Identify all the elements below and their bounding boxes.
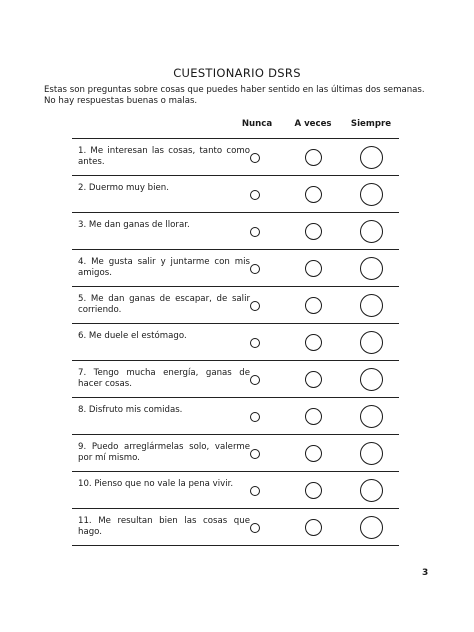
question-row — [72, 324, 399, 361]
question-text: 4. Me gusta salir y juntarme con mis amigos. — [78, 257, 250, 278]
answer-nunca-circle[interactable] — [250, 264, 260, 274]
answer-siempre-circle[interactable] — [360, 294, 383, 317]
answer-nunca-circle[interactable] — [250, 486, 260, 496]
question-text: 10. Pienso que no vale la pena vivir. — [78, 479, 234, 489]
answer-nunca-circle[interactable] — [250, 449, 260, 459]
question-text: 2. Duermo muy bien. — [78, 183, 169, 193]
answer-a-veces-circle[interactable] — [305, 149, 322, 166]
answer-a-veces-circle[interactable] — [305, 371, 322, 388]
question-row — [72, 139, 399, 176]
question-row — [72, 398, 399, 435]
question-text: 3. Me dan ganas de llorar. — [78, 220, 190, 230]
answer-siempre-circle[interactable] — [360, 257, 383, 280]
answer-siempre-circle[interactable] — [360, 479, 383, 502]
answer-nunca-circle[interactable] — [250, 190, 260, 200]
question-text: 6. Me duele el estómago. — [78, 331, 187, 341]
instructions-line-1: Estas son preguntas sobre cosas que puedes haber sentido en las últimas dos semanas. — [44, 85, 425, 95]
question-text: 1. Me interesan las cosas, tanto como antes. — [78, 146, 250, 167]
answer-siempre-circle[interactable] — [360, 183, 383, 206]
question-row — [72, 509, 399, 546]
answer-nunca-circle[interactable] — [250, 153, 260, 163]
answer-a-veces-circle[interactable] — [305, 334, 322, 351]
instructions-line-2: No hay respuestas buenas o malas. — [44, 96, 198, 106]
answer-a-veces-circle[interactable] — [305, 445, 322, 462]
question-text: 9. Puedo arreglármelas solo, valerme por mí mismo. — [78, 442, 250, 463]
answer-a-veces-circle[interactable] — [305, 260, 322, 277]
question-text: 8. Disfruto mis comidas. — [78, 405, 183, 415]
answer-a-veces-circle[interactable] — [305, 223, 322, 240]
answer-nunca-circle[interactable] — [250, 375, 260, 385]
page-title: CUESTIONARIO DSRS — [173, 66, 301, 80]
question-text: 5. Me dan ganas de escapar, de salir corriendo. — [78, 294, 250, 315]
answer-nunca-circle[interactable] — [250, 412, 260, 422]
question-row — [72, 176, 399, 213]
question-row — [72, 213, 399, 250]
answer-siempre-circle[interactable] — [360, 146, 383, 169]
answer-siempre-circle[interactable] — [360, 516, 383, 539]
answer-siempre-circle[interactable] — [360, 220, 383, 243]
answer-nunca-circle[interactable] — [250, 338, 260, 348]
answer-nunca-circle[interactable] — [250, 301, 260, 311]
instructions — [44, 85, 444, 107]
answer-a-veces-circle[interactable] — [305, 186, 322, 203]
answer-a-veces-circle[interactable] — [305, 519, 322, 536]
answer-siempre-circle[interactable] — [360, 442, 383, 465]
answer-a-veces-circle[interactable] — [305, 482, 322, 499]
column-header-siempre: Siempre — [350, 119, 392, 129]
answer-nunca-circle[interactable] — [250, 523, 260, 533]
question-text: 11. Me resultan bien las cosas que hago. — [78, 516, 250, 537]
answer-a-veces-circle[interactable] — [305, 408, 322, 425]
answer-nunca-circle[interactable] — [250, 227, 260, 237]
questionnaire-table — [72, 138, 399, 546]
answer-siempre-circle[interactable] — [360, 368, 383, 391]
question-row — [72, 435, 399, 472]
page-number: 3 — [422, 568, 429, 578]
column-header-a-veces: A veces — [294, 119, 332, 129]
question-row — [72, 250, 399, 287]
question-row — [72, 287, 399, 324]
answer-siempre-circle[interactable] — [360, 331, 383, 354]
column-header-nunca: Nunca — [241, 119, 273, 129]
answer-siempre-circle[interactable] — [360, 405, 383, 428]
question-row — [72, 472, 399, 509]
question-text: 7. Tengo mucha energía, ganas de hacer cosas. — [78, 368, 250, 389]
answer-a-veces-circle[interactable] — [305, 297, 322, 314]
question-row — [72, 361, 399, 398]
